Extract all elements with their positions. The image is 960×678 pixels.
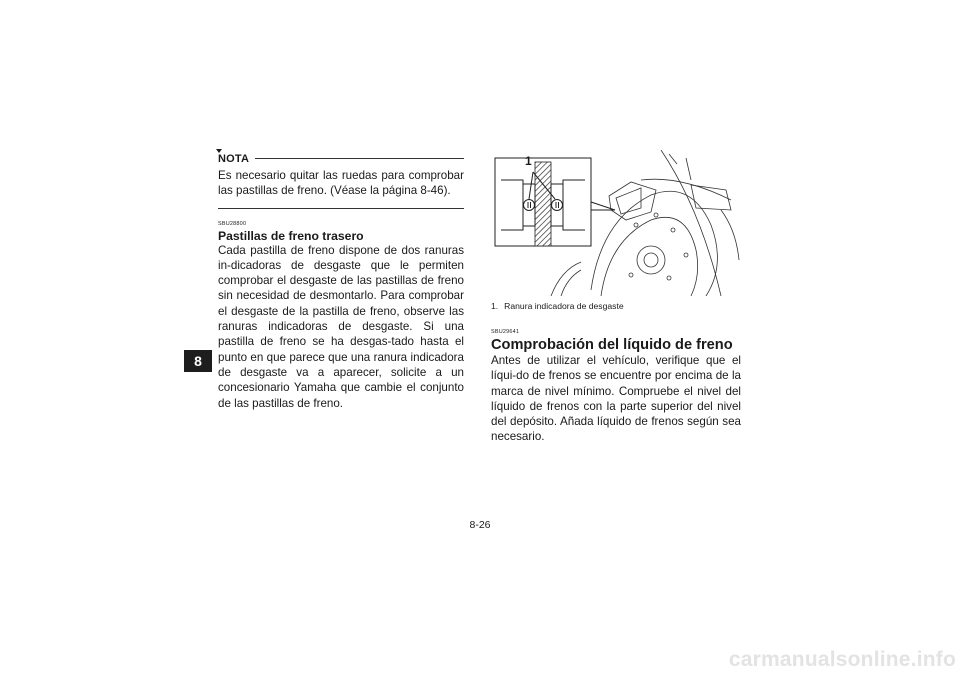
caption-number: 1. bbox=[491, 301, 499, 311]
left-column bbox=[218, 150, 464, 411]
section-title: Pastillas de freno trasero bbox=[218, 228, 364, 243]
section-body: Cada pastilla de freno dispone de dos ranuras in-dicadoras de desgaste que le permiten comprobar el desgaste de las pastillas de freno sin necesidad de desmontarlo. Para comprobar el desgaste de la pastilla de freno, observe las ranuras indicadoras de desgaste. Si una pastilla de freno se ha desgas-tado hasta el punto en que parece que una ranura indicadora de desgaste va a aparecer, solicite a un concesionario Yamaha que cambie el conjunto de las pastillas de freno. bbox=[218, 243, 464, 410]
figure-caption bbox=[491, 301, 741, 311]
right-column bbox=[491, 150, 741, 445]
callout-number: 1 bbox=[525, 154, 532, 168]
section-body-2: Antes de utilizar el vehículo, verifique que el líqui-do de frenos se encuentre por encima de la marca de nivel mínimo. Compruebe el nivel del líquido de frenos con la parte superior del nivel del depósito. Añada líquido de frenos según sea necesario. bbox=[491, 354, 741, 444]
nota-rule bbox=[255, 158, 464, 159]
nota-label: NOTA bbox=[218, 152, 250, 165]
nota-end-rule bbox=[218, 208, 464, 209]
section-code-2: SBU29641 bbox=[491, 329, 520, 335]
nota-header bbox=[218, 150, 464, 167]
chapter-tab: 8 bbox=[184, 350, 212, 372]
watermark: carmanualsonline.info bbox=[728, 648, 956, 671]
section-title-2: Comprobación del líquido de freno bbox=[491, 337, 733, 353]
page-number: 8-26 bbox=[469, 519, 491, 531]
section-code: SBU28800 bbox=[218, 220, 247, 227]
nota-text: Es necesario quitar las ruedas para comprobar las pastillas de freno. (Véase la página 8-46). bbox=[218, 169, 464, 198]
brake-caliper-illustration bbox=[491, 150, 741, 296]
brake-pad-figure bbox=[491, 150, 741, 296]
caption-text: Ranura indicadora de desgaste bbox=[504, 301, 624, 311]
